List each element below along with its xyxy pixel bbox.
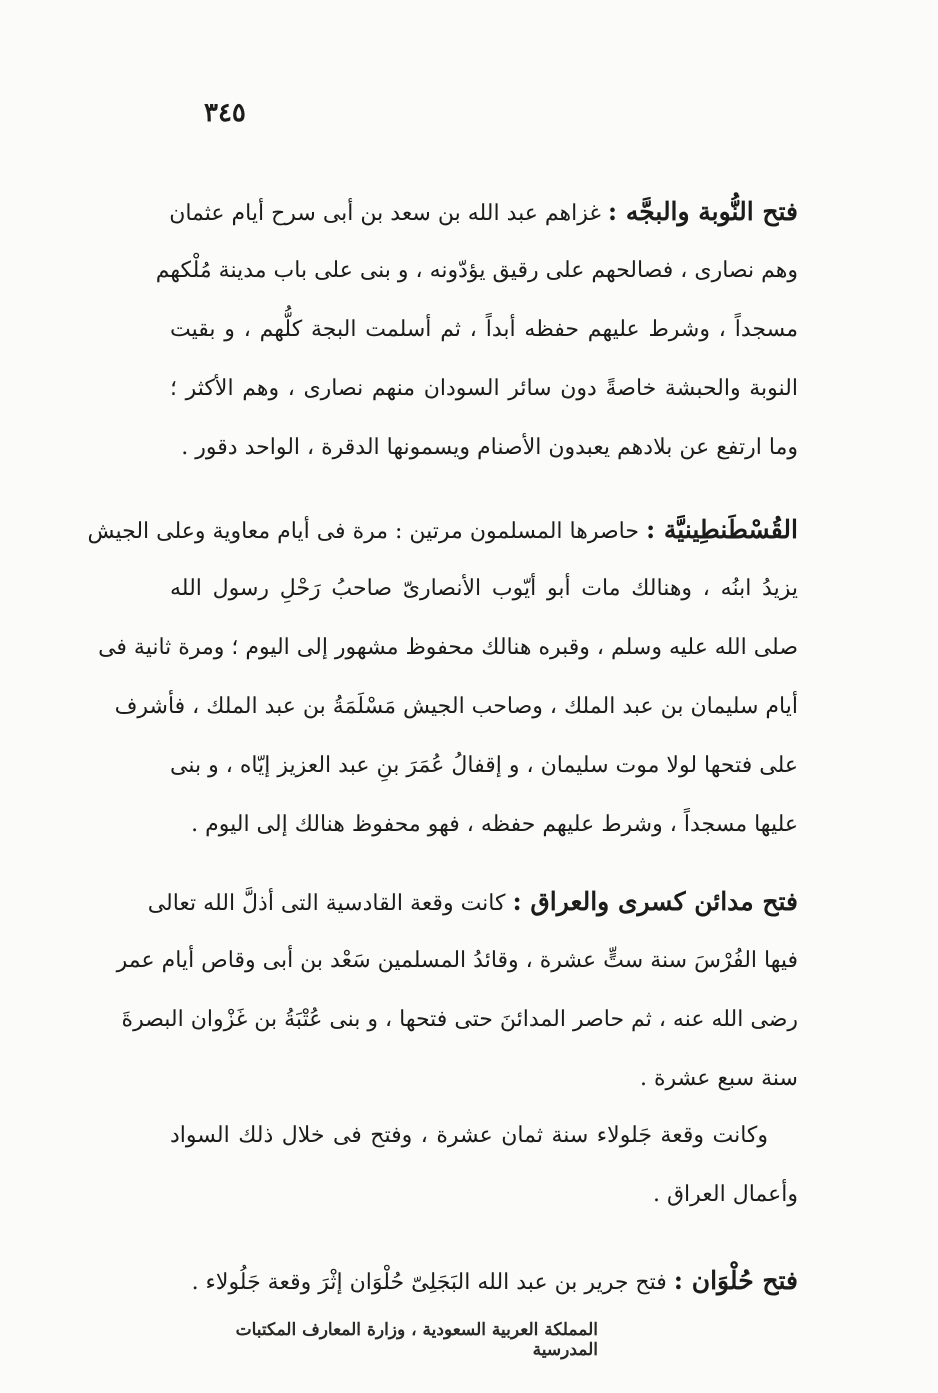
paragraph-jalula bbox=[170, 1106, 798, 1224]
text-line: وأعمال العراق . bbox=[653, 1182, 798, 1207]
text-line: يزيدُ ابنُه ، وهنالك مات أبو أيّوب الأنصارىّ صاحبُ رَحْلِ رسول الله bbox=[170, 576, 798, 601]
text-line: سنة سبع عشرة . bbox=[639, 1066, 798, 1091]
text-line: فتح النُّوبة والبجَّه : غزاهم عبد الله بن سعد بن أبى سرح أيام عثمان bbox=[169, 197, 798, 226]
section-heading: فتح مدائن كسرى والعراق : bbox=[512, 887, 798, 916]
text-line: أيام سليمان بن عبد الملك ، وصاحب الجيش مَسْلَمَةُ بن عبد الملك ، فأشرف bbox=[114, 694, 798, 719]
section-heading: القُسْطَنطِينيَّة : bbox=[645, 515, 798, 544]
text-line: القُسْطَنطِينيَّة : حاصرها المسلمون مرتين : مرة فى أيام معاوية وعلى الجيش bbox=[87, 515, 798, 544]
page-number: ٣٤٥ bbox=[204, 98, 246, 128]
paragraph-hulwan bbox=[170, 1251, 798, 1310]
library-stamp-footer: المملكة العربية السعودية ، وزارة المعارف المكتبات المدرسية bbox=[235, 1320, 598, 1360]
text-line: وكانت وقعة جَلولاء سنة ثمان عشرة ، وفتح فى خلال ذلك السواد bbox=[170, 1123, 768, 1148]
section-heading: فتح النُّوبة والبجَّه : bbox=[607, 197, 798, 226]
text-line: رضى الله عنه ، ثم حاصر المدائنَ حتى فتحها ، و بنى عُتْبَةُ بن غَزْوان البصرةَ bbox=[121, 1007, 798, 1032]
text-line: فتح حُلْوَان : فتح جرير بن عبد الله البَجَلِىّ حُلْوَان إثْرَ وقعة جَلُولاء . bbox=[191, 1266, 798, 1295]
text-line: وما ارتفع عن بلادهم يعبدون الأصنام ويسمونها الدقرة ، الواحد دقور . bbox=[181, 435, 798, 460]
text-line: عليها مسجداً ، وشرط عليهم حفظه ، فهو محفوظ هنالك إلى اليوم . bbox=[191, 812, 798, 837]
text-line: مسجداً ، وشرط عليهم حفظه أبداً ، ثم أسلمت البجة كلُّهم ، و بقيت bbox=[170, 317, 798, 342]
section-heading: فتح حُلْوَان : bbox=[673, 1266, 798, 1295]
text-line: على فتحها لولا موت سليمان ، و إقفالُ عُمَرَ بنِ عبد العزيز إيّاه ، و بنى bbox=[170, 753, 798, 778]
text-line: صلى الله عليه وسلم ، وقبره هنالك محفوظ مشهور إلى اليوم ؛ ومرة ثانية فى bbox=[98, 635, 798, 660]
paragraph-nubia bbox=[155, 182, 798, 477]
paragraph-madain bbox=[116, 872, 798, 1108]
text-line: فيها الفُرْسَ سنة ستٍّ عشرة ، وقائدُ المسلمين سَعْد بن أبى وقاص أيام عمر bbox=[116, 948, 798, 973]
text-line: فتح مدائن كسرى والعراق : كانت وقعة القادسية التى أذلَّ الله تعالى bbox=[147, 887, 798, 916]
text-line: النوبة والحبشة خاصةً دون سائر السودان منهم نصارى ، وهم الأكثر ؛ bbox=[170, 376, 798, 401]
text-line: وهم نصارى ، فصالحهم على رقيق يؤدّونه ، و بنى على باب مدينة مُلْكهم bbox=[155, 258, 798, 283]
paragraph-constantinople bbox=[87, 500, 798, 854]
